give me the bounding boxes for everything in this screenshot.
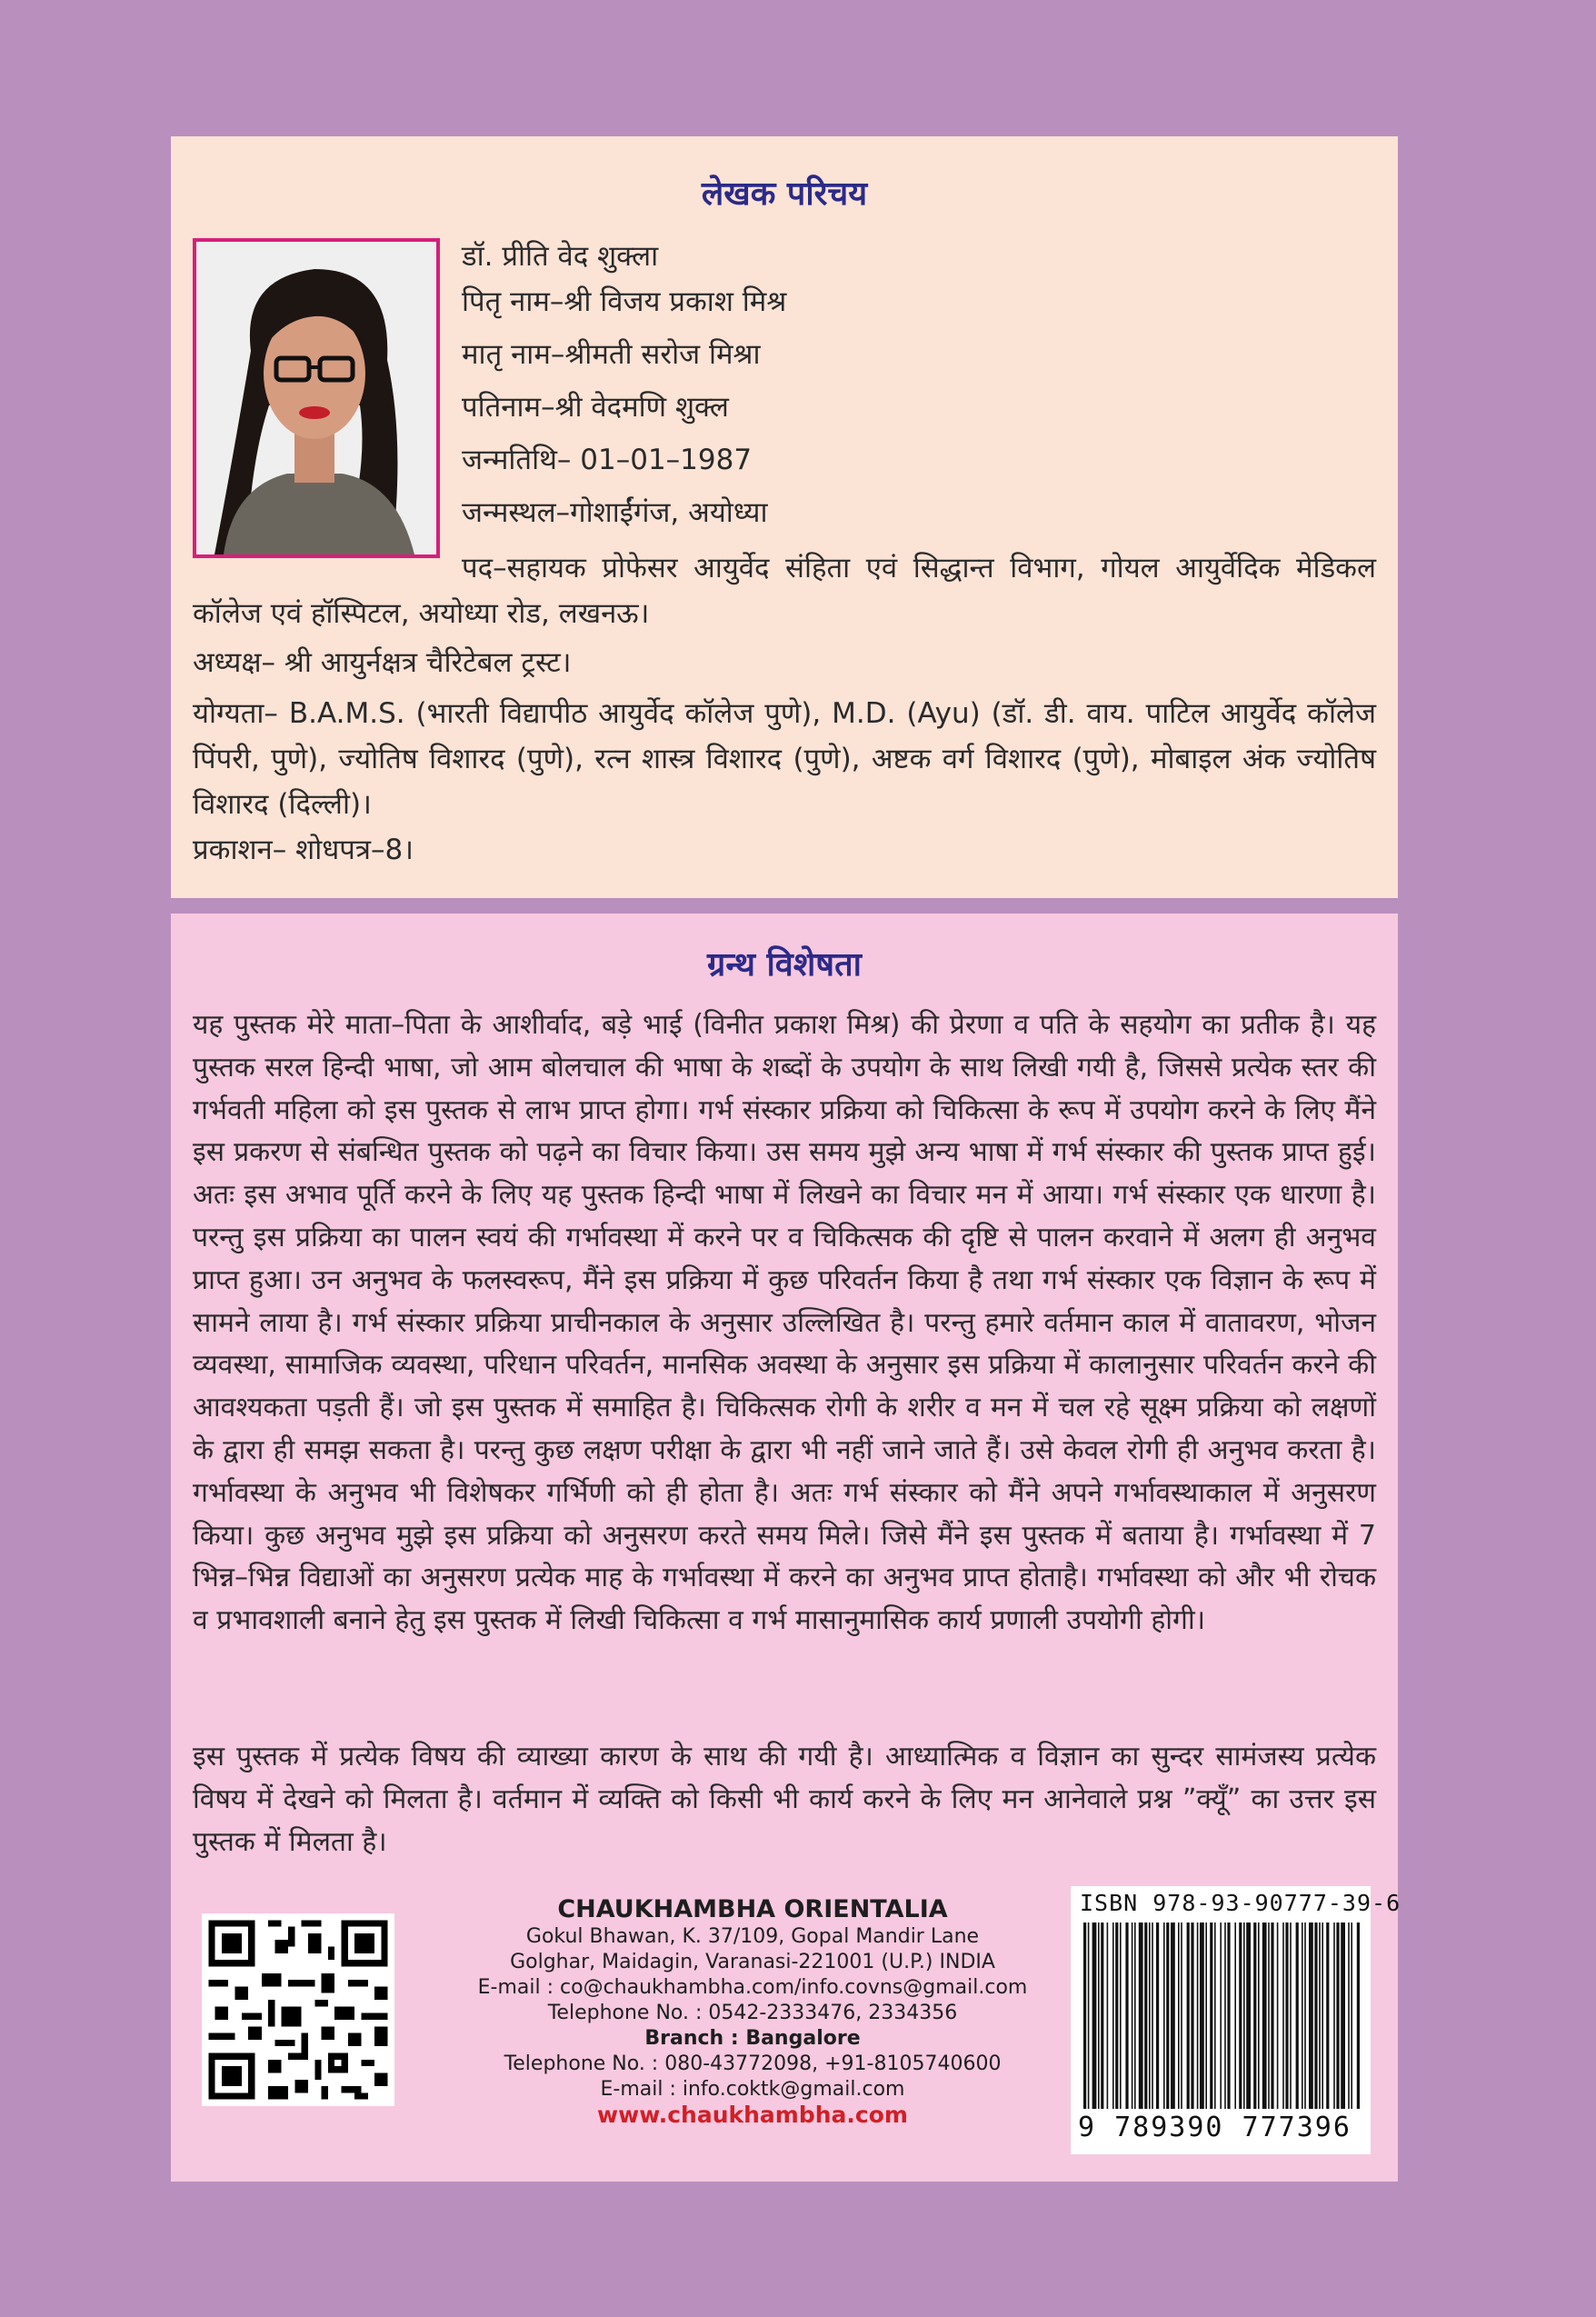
qr-code bbox=[202, 1913, 394, 2106]
publisher-telephone: Telephone No. : 0542-2333476, 2334356 bbox=[547, 2002, 958, 2024]
branch-telephone: Telephone No. : 080-43772098, +91-8105740600 bbox=[504, 2052, 1002, 2075]
isbn-label: ISBN 978-93-90777-39-6 bbox=[1080, 1890, 1401, 1916]
publisher-address-line-1: Gokul Bhawan, K. 37/109, Gopal Mandir Lane bbox=[525, 1925, 980, 1948]
author-intro-heading: लेखक परिचय bbox=[701, 175, 868, 213]
author-portrait-illustration bbox=[196, 242, 436, 554]
father-name: पितृ नाम–श्री विजय प्रकाश मिश्र bbox=[462, 285, 787, 318]
publisher-name: CHAUKHAMBHA ORIENTALIA bbox=[557, 1895, 948, 1923]
author-photo bbox=[193, 238, 440, 558]
branch-email: E-mail : info.coktk@gmail.com bbox=[600, 2078, 905, 2101]
qr-code-graphic bbox=[202, 1913, 394, 2106]
husband-name: पतिनाम–श्री वेदमणि शुक्ल bbox=[462, 391, 729, 424]
publisher-email: E-mail : co@chaukhambha.com/info.covns@gmail.com bbox=[477, 1976, 1028, 1999]
isbn-barcode bbox=[1071, 1886, 1401, 2154]
publisher-branch: Branch : Bangalore bbox=[644, 2027, 861, 2050]
author-name: डॉ. प्रीति वेद शुक्ला bbox=[462, 240, 659, 273]
designation-text: पद–सहायक प्रोफेसर आयुर्वेद संहिता एवं सिद्धान्त विभाग, गोयल आयुर्वेदिक मेडिकल कॉलेज एवं हॉस्पिटल, अयोध्या रोड, लखनऊ। bbox=[193, 552, 1376, 630]
date-of-birth: जन्मतिथि– 01–01–1987 bbox=[462, 444, 753, 476]
place-of-birth: जन्मस्थल–गोशाईंगंज, अयोध्या bbox=[462, 496, 768, 529]
mother-name: मातृ नाम–श्रीमती सरोज मिश्रा bbox=[462, 338, 761, 371]
chairman-text: अध्यक्ष– श्री आयुर्नक्षत्र चैरिटेबल ट्रस्ट। bbox=[193, 646, 572, 679]
publications-text: प्रकाशन– शोधपत्र–8। bbox=[193, 834, 414, 866]
book-description-paragraph-1: यह पुस्तक मेरे माता–पिता के आशीर्वाद, बड़े भाई (विनीत प्रकाश मिश्र) की प्रेरणा व पति के सहयोग का प्रतीक है। यह पुस्तक सरल हिन्दी भाषा, जो आम बोलचाल की भाषा के शब्दों के उपयोग के साथ लिखी गयी है, जिससे प्रत्येक स्तर की गर्भवती महिला को इस पुस्तक से लाभ प्राप्त होगा। गर्भ संस्कार प्रक्रिया को चिकित्सा के रूप में उपयोग करने के लिए मैंने इस प्रकरण से संबन्धित पुस्तक को पढ़ने का विचार किया। उस समय मुझे अन्य भाषा में गर्भ संस्कार की पुस्तक प्राप्त हुई। अतः इस अभाव पूर्ति करने के लिए यह पुस्तक हिन्दी भाषा में लिखने का विचार मन में आया। गर्भ संस्कार एक धारणा है। परन्तु इस प्रक्रिया का पालन स्वयं की गर्भावस्था में करने पर व चिकित्सक की दृष्टि से पालन करवाने में अलग ही अनुभव प्राप्त हुआ। उन अनुभव के फलस्वरूप, मैंने इस प्रक्रिया में कुछ परिवर्तन किया है तथा गर्भ संस्कार एक विज्ञान के रूप में सामने लाया है। गर्भ संस्कार प्रक्रिया प्राचीनकाल के अनुसार उल्लिखित है। परन्तु हमारे वर्तमान काल में वातावरण, भोजन व्यवस्था, सामाजिक व्यवस्था, परिधान परिवर्तन, मानसिक अवस्था के अनुसार इस प्रक्रिया में कालानुसार परिवर्तन करने की आवश्यकता पड़ती हैं। जो इस पुस्तक में समाहित है। चिकित्सक रोगी के शरीर व मन में चल रहे सूक्ष्म प्रक्रिया को लक्षणों के द्वारा ही समझ सकता है। परन्तु कुछ लक्षण परीक्षा के द्वारा भी नहीं जाने जाते हैं। उसे केवल रोगी ही अनुभव करता है। गर्भावस्था के अनुभव भी विशेषकर गर्भिणी को ही होता है। अतः गर्भ संस्कार को मैंने अपने गर्भावस्थाकाल में अनुसरण किया। कुछ अनुभव मुझे इस प्रक्रिया को अनुसरण करते समय मिले। जिसे मैंने इस पुस्तक में बताया है। गर्भावस्था में 7 भिन्न–भिन्न विद्याओं का अनुसरण प्रत्येक माह के गर्भावस्था में करने का अनुभव प्राप्त होताहै। गर्भावस्था को और भी रोचक व प्रभावशाली बनाने हेतु इस पुस्तक में लिखी चिकित्सा व गर्भ मासानुमासिक कार्य प्रणाली उपयोगी होगी। bbox=[193, 1009, 1376, 1637]
publisher-address-line-2: Golghar, Maidagin, Varanasi-221001 (U.P.) INDIA bbox=[510, 1951, 995, 1973]
ean-digits: 9 789390 777396 bbox=[1078, 2112, 1352, 2143]
qualification-text: योग्यता– B.A.M.S. (भारती विद्यापीठ आयुर्वेद कॉलेज पुणे), M.D. (Ayu) (डॉ. डी. वाय. पाटिल आयुर्वेद कॉलेज पिंपरी, पुणे), ज्योतिष विशारद (पुणे), रत्न शास्त्र विशारद (पुणे), अष्टक वर्ग विशारद (पुणे), मोबाइल अंक ज्योतिष विशारद (दिल्ली)। bbox=[193, 697, 1376, 821]
author-intro-panel bbox=[171, 136, 1398, 898]
publisher-website[interactable]: www.chaukhambha.com bbox=[597, 2102, 908, 2128]
book-description-paragraph-2: इस पुस्तक में प्रत्येक विषय की व्याख्या कारण के साथ की गयी है। आध्यात्मिक व विज्ञान का सुन्दर सामंजस्य प्रत्येक विषय में देखने को मिलता है। वर्तमान में व्यक्ति को किसी भी कार्य करने के लिए मन आनेवाले प्रश्न ”क्यूँ” का उत्तर इस पुस्तक में मिलता है। bbox=[193, 1741, 1376, 1858]
book-features-heading: ग्रन्थ विशेषता bbox=[707, 946, 862, 984]
book-features-panel bbox=[171, 914, 1401, 2182]
